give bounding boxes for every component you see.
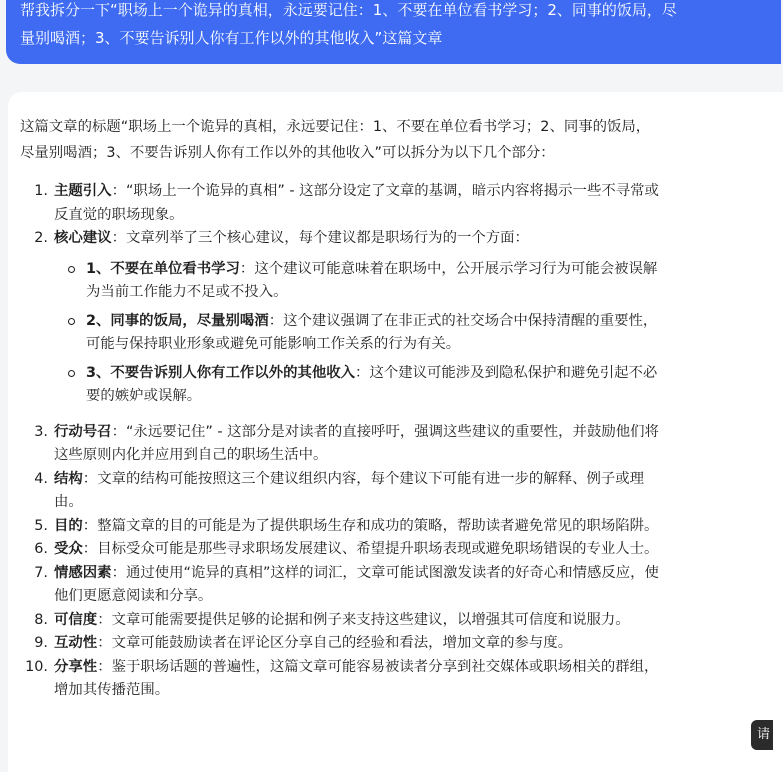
list-item-text: ：目标受众可能是那些寻求职场发展建议、希望提升职场表现或避免职场错误的专业人士。 xyxy=(82,541,659,557)
sub-item-title: 1、不要在单位看书学习 xyxy=(86,260,240,277)
list-item-number: 3. xyxy=(34,423,48,440)
list-item-title: 主题引入 xyxy=(54,183,112,199)
list-item-title: 情感因素 xyxy=(54,564,112,581)
list-item-number: 2. xyxy=(34,230,48,246)
sub-list-item xyxy=(54,258,783,305)
sub-list xyxy=(54,258,783,409)
list-item-text: ：鉴于职场话题的普遍性，这篇文章可能容易被读者分享到社交媒体或职场相关的群组， xyxy=(97,658,659,675)
list-item xyxy=(20,562,783,609)
list-item xyxy=(20,227,783,409)
list-item xyxy=(20,632,783,656)
sub-item-text: 为当前工作能力不足或不投入。 xyxy=(86,284,288,300)
list-item-text: ：文章可能鼓励读者在评论区分享自己的经验和看法，增加文章的参与度。 xyxy=(97,635,573,651)
sub-item-text: ：这个建议可能意味着在职场中，公开展示学习行为可能会被误解 xyxy=(239,260,658,277)
list-item-number: 5. xyxy=(34,517,48,534)
user-message-line-2: 量别喝酒；3、不要告诉别人你有工作以外的其他收入”这篇文章 xyxy=(20,29,443,47)
list-item-text: ：“永远要记住” - 这部分是对读者的直接呼吁，强调这些建议的重要性，并鼓励他们将 xyxy=(111,423,659,440)
list-item-text: 这些原则内化并应用到自己的职场生活中。 xyxy=(54,447,328,463)
list-item-text: ：“职场上一个诡异的真相” - 这部分设定了文章的基调，暗示内容将揭示一些不寻常或 xyxy=(111,183,659,199)
list-item-text: ：整篇文章的目的可能是为了提供职场生存和成功的策略，帮助读者避免常见的职场陷阱。 xyxy=(82,517,659,534)
list-item-title: 核心建议 xyxy=(54,230,112,246)
sub-item-title: 3、不要告诉别人你有工作以外的其他收入 xyxy=(86,364,356,381)
list-item-title: 结构 xyxy=(54,470,83,487)
list-item-text: ：文章的结构可能按照这三个建议组织内容，每个建议下可能有进一步的解释、例子或理 xyxy=(82,470,645,487)
list-item-text: 增加其传播范围。 xyxy=(54,682,170,698)
list-item-title: 分享性 xyxy=(54,658,98,675)
answer-intro-line-1: 这篇文章的标题“职场上一个诡异的真相，永远要记住：1、不要在单位看书学习；2、同事的饭局， xyxy=(20,119,651,135)
list-item xyxy=(20,538,783,562)
answer-intro-line-2: 尽量别喝酒；3、不要告诉别人你有工作以外的其他收入”可以拆分为以下几个部分： xyxy=(20,145,555,161)
list-item-number: 4. xyxy=(34,470,48,487)
user-message-line-1: 帮我拆分一下“职场上一个诡异的真相，永远要记住：1、不要在单位看书学习；2、同事的饭局，尽 xyxy=(20,1,677,19)
list-item xyxy=(20,180,783,227)
floating-action-button[interactable]: 请 xyxy=(751,720,773,750)
sub-item-text: 可能与保持职业形象或避免可能影响工作关系的行为有关。 xyxy=(86,336,461,352)
list-item xyxy=(20,515,783,539)
sub-item-text: ：这个建议可能涉及到隐私保护和避免引起不必 xyxy=(355,364,658,381)
answer-list xyxy=(20,180,783,703)
list-item-number: 9. xyxy=(34,635,48,651)
assistant-answer-card xyxy=(8,92,783,772)
list-item-number: 7. xyxy=(34,564,48,581)
list-item-title: 互动性 xyxy=(54,635,98,651)
list-item-text: ：文章可能需要提供足够的论据和例子来支持这些建议，以增强其可信度和说服力。 xyxy=(97,611,630,628)
list-item-number: 8. xyxy=(34,611,48,628)
list-item-title: 受众 xyxy=(54,541,83,557)
circle-bullet-icon xyxy=(68,266,75,273)
list-item-title: 行动号召 xyxy=(54,423,112,440)
sub-item-text: ：这个建议强调了在非正式的社交场合中保持清醒的重要性， xyxy=(268,312,658,329)
answer-intro xyxy=(20,114,760,166)
list-item xyxy=(20,609,783,633)
list-item xyxy=(20,421,783,468)
list-item xyxy=(20,656,783,703)
sub-item-text: 要的嫉妒或误解。 xyxy=(86,388,202,404)
sub-list-item xyxy=(54,310,783,357)
list-item-title: 目的 xyxy=(54,517,83,534)
list-item-number: 1. xyxy=(34,183,48,199)
sub-item-title: 2、同事的饭局，尽量别喝酒 xyxy=(86,312,269,329)
list-item-text: 由。 xyxy=(54,494,83,510)
list-item-text: 反直觉的职场现象。 xyxy=(54,206,184,223)
list-item-text: 他们更愿意阅读和分享。 xyxy=(54,588,213,604)
circle-bullet-icon xyxy=(68,318,75,325)
list-item xyxy=(20,468,783,515)
circle-bullet-icon xyxy=(68,370,75,377)
list-item-number: 6. xyxy=(34,541,48,557)
sub-list-item xyxy=(54,362,783,409)
list-item-title: 可信度 xyxy=(54,611,98,628)
list-item-text: ：通过使用“诡异的真相”这样的词汇，文章可能试图激发读者的好奇心和情感反应，使 xyxy=(111,564,659,581)
list-item-text: ：文章列举了三个核心建议，每个建议都是职场行为的一个方面： xyxy=(111,230,529,246)
list-item-number: 10. xyxy=(25,658,48,675)
user-message-bubble xyxy=(6,0,781,64)
